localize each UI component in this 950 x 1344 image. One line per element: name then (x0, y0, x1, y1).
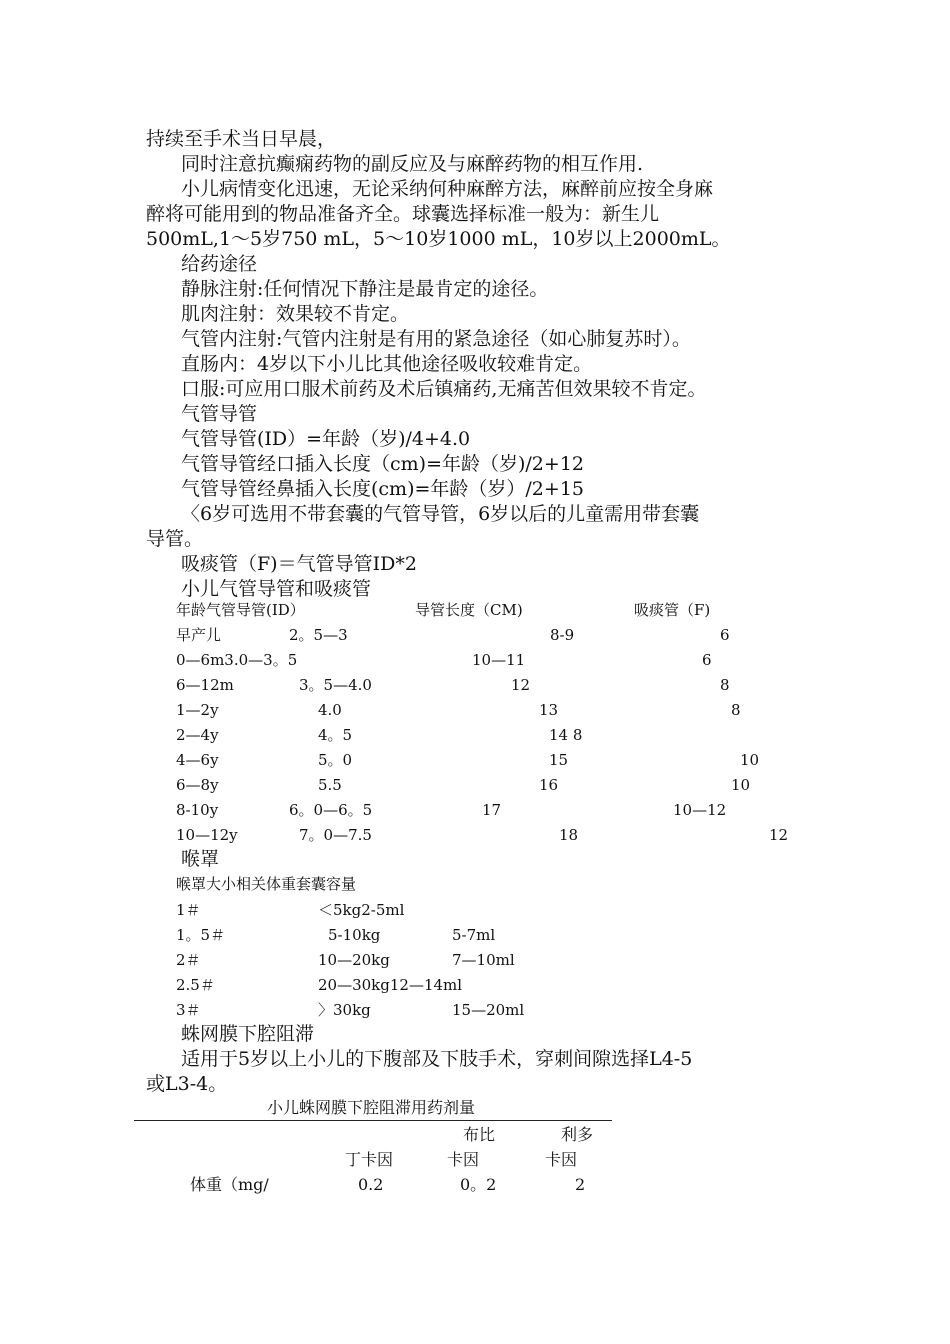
table-cell: 13 (539, 701, 559, 719)
paragraph-line: 500mL,1～5岁750 mL，5～10岁1000 mL，10岁以上2000mL。 (146, 228, 731, 250)
table-cell: 15 (549, 751, 569, 769)
paragraph-line: 肌肉注射：效果较不肯定。 (181, 303, 410, 325)
table-cell: 8 (731, 701, 741, 719)
table-cell: 10 (740, 751, 760, 769)
section-heading: 气管导管 (181, 403, 258, 425)
table-cell: 3＃ (176, 1001, 201, 1019)
table-cell: 10—12 (673, 801, 727, 819)
formula-line: 气管导管(ID）=年龄（岁)/4+4.0 (181, 428, 471, 450)
table-cell: 20—30kg12—14ml (318, 976, 463, 994)
table-cell: 14 8 (549, 726, 583, 744)
section-heading: 小儿气管导管和吸痰管 (181, 578, 372, 600)
table-cell: 3。5—4.0 (299, 676, 372, 694)
table-cell: 6—12m (176, 676, 234, 694)
table-header: 利多 (561, 1125, 594, 1144)
table-cell: 6 (720, 626, 730, 644)
table-cell: 1。5＃ (176, 926, 226, 944)
paragraph-line: 导管。 (146, 528, 204, 550)
paragraph-line: 适用于5岁以上小儿的下腹部及下肢手术，穿刺间隙选择L4-5 (181, 1048, 693, 1070)
table-header: 布比 (463, 1125, 496, 1144)
formula-line: 吸痰管（F)＝气管导管ID*2 (181, 553, 417, 575)
table-header: 卡因 (447, 1150, 480, 1169)
table-cell: 4。5 (318, 726, 353, 744)
table-cell: 2 (575, 1175, 586, 1194)
table-cell: 0。2 (460, 1175, 497, 1194)
table-cell: 8-10y (176, 801, 219, 819)
section-heading: 蛛网膜下腔阻滞 (181, 1023, 315, 1045)
table-cell: 17 (482, 801, 502, 819)
table-cell: 6。0—6。5 (289, 801, 373, 819)
table-cell: 4—6y (176, 751, 219, 769)
table-cell: 8 (720, 676, 730, 694)
table-row-label: 体重（mg/ (190, 1175, 269, 1194)
paragraph-line: 〈6岁可选用不带套囊的气管导管，6岁以后的儿童需用带套囊 (181, 503, 700, 525)
table-cell: 〉30kg (318, 1001, 371, 1019)
table-cell: 6—8y (176, 776, 219, 794)
table-cell: 7—10ml (452, 951, 515, 969)
table-cell: 5-10kg (328, 926, 381, 944)
table-header: 吸痰管（F) (634, 601, 711, 619)
table-cell: 10—11 (472, 651, 526, 669)
table-cell: 15—20ml (452, 1001, 525, 1019)
table-cell: 2.5＃ (176, 976, 215, 994)
paragraph-line: 或L3-4。 (146, 1073, 228, 1095)
table-cell: 12 (511, 676, 531, 694)
table-cell: 10 (731, 776, 751, 794)
table-header: 喉罩大小相关体重套囊容量 (176, 875, 357, 893)
table-title: 小儿蛛网膜下腔阻滞用药剂量 (267, 1098, 476, 1117)
paragraph-line: 同时注意抗癫痫药物的副反应及与麻醉药物的相互作用. (181, 153, 644, 175)
table-cell: 18 (559, 826, 579, 844)
table-cell: 0—6m3.0—3。5 (176, 651, 298, 669)
paragraph-line: 醉将可能用到的物品准备齐全。球囊选择标准一般为：新生儿 (146, 203, 660, 225)
paragraph-line: 静脉注射:任何情况下静注是最肯定的途径。 (181, 278, 549, 300)
table-cell: 2—4y (176, 726, 219, 744)
paragraph-line: 持续至手术当日早晨， (146, 128, 337, 150)
table-cell: 2＃ (176, 951, 201, 969)
table-header: 导管长度（CM) (415, 601, 523, 619)
section-heading: 喉罩 (181, 848, 220, 870)
table-cell: ＜5kg2-5ml (318, 901, 405, 919)
table-cell: 5。0 (318, 751, 353, 769)
paragraph-line: 气管内注射:气管内注射是有用的紧急途径（如心肺复苏时）。 (181, 328, 691, 350)
section-heading: 给药途径 (181, 253, 258, 275)
table-top-rule (134, 1120, 612, 1121)
formula-line: 气管导管经口插入长度（cm)=年龄（岁)/2+12 (181, 453, 584, 475)
table-cell: 5-7ml (452, 926, 496, 944)
table-cell: 12 (769, 826, 789, 844)
table-cell: 16 (539, 776, 559, 794)
paragraph-line: 口服:可应用口服术前药及术后镇痛药,无痛苦但效果较不肯定。 (181, 378, 707, 400)
table-cell: 8-9 (550, 626, 575, 644)
table-cell: 10—12y (176, 826, 238, 844)
table-cell: 4.0 (318, 701, 342, 719)
formula-line: 气管导管经鼻插入长度(cm)=年龄（岁）/2+15 (181, 478, 584, 500)
table-cell: 6 (702, 651, 712, 669)
table-cell: 2。5—3 (289, 626, 348, 644)
paragraph-line: 小儿病情变化迅速，无论采纳何种麻醉方法，麻醉前应按全身麻 (181, 178, 714, 200)
table-cell: 1—2y (176, 701, 219, 719)
table-cell: 0.2 (358, 1175, 384, 1194)
table-header: 年龄气管导管(ID） (176, 601, 305, 619)
table-header: 卡因 (545, 1150, 578, 1169)
table-cell: 7。0—7.5 (299, 826, 372, 844)
table-header: 丁卡因 (345, 1150, 394, 1169)
table-cell: 5.5 (318, 776, 342, 794)
table-cell: 1＃ (176, 901, 201, 919)
paragraph-line: 直肠内：4岁以下小儿比其他途径吸收较难肯定。 (181, 353, 593, 375)
table-cell: 早产儿 (176, 626, 222, 644)
table-cell: 10—20kg (318, 951, 390, 969)
